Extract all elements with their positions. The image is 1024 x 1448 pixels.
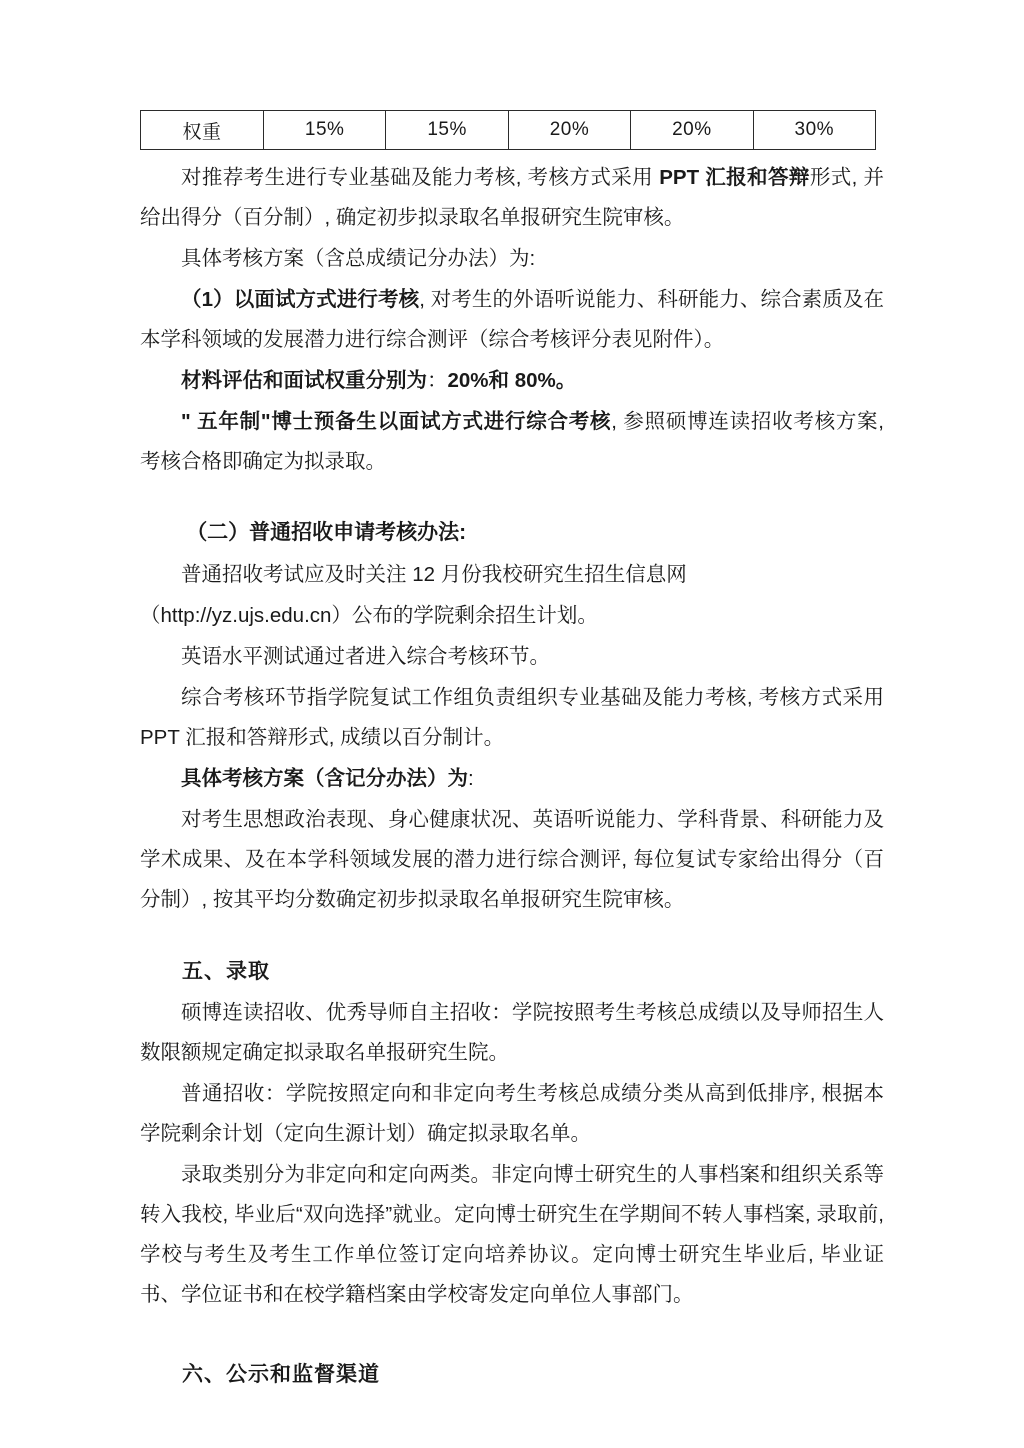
paragraph-interview-method (140, 280, 884, 360)
text-five-year-rest: , 参照硕博连读招收考核方案, 考核合格即确定为拟录取。 (140, 410, 884, 473)
text-five-year-bold: " 五年制"博士预备生以面试方式进行综合考核 (181, 410, 612, 433)
heading-section-five-admission: 五、录取 (182, 960, 270, 983)
paragraph-ppt-assessment (140, 158, 884, 238)
text-ppt-assessment-lead: 对推荐考生进行专业基础及能力考核, 考核方式采用 (181, 166, 660, 189)
paragraph-weight-split (140, 361, 884, 401)
paragraph-comprehensive-assessment: 综合考核环节指学院复试工作组负责组织专业基础及能力考核, 考核方式采用 PPT 汇报和答辩形式, 成绩以百分制计。 (140, 686, 884, 749)
paragraph-admission-categories: 录取类别分为非定向和定向两类。非定向博士研究生的人事档案和组织关系等转入我校, 毕业后“双向选择”就业。定向博士研究生在学期间不转人事档案, 录取前, 学校与考生及考生工作单位签订定向培养协议。定向博士研究生毕业后, 毕业证书、学位证书和在校学籍档案由学校寄发定向单位人事部门。 (140, 1163, 884, 1306)
paragraph-five-year-program (140, 402, 884, 482)
table-cell-row-label: 权重 (141, 111, 264, 150)
paragraph-general-exam-notice: 普通招收考试应及时关注 12 月份我校研究生招生信息网 (181, 563, 687, 586)
table-cell-weight-1: 15% (264, 111, 386, 150)
paragraph-english-test: 英语水平测试通过者进入综合考核环节。 (181, 645, 550, 668)
table-row (141, 111, 876, 150)
text-ppt-assessment-tail: 形式, 并给出得分（百分制）, 确定初步拟录取名单报研究生院审核。 (140, 166, 884, 229)
heading-section-six-publicity: 六、公示和监督渠道 (182, 1363, 380, 1386)
paragraph-direct-admission: 硕博连读招收、优秀导师自主招收：学院按照考生考核总成绩以及导师招生人数限额规定确定拟录取名单报研究生院。 (140, 1001, 884, 1064)
text-weight-split-bold1: 材料评估和面试权重分别为 (181, 369, 427, 392)
table-cell-weight-5: 30% (753, 111, 875, 150)
paragraph-scheme-intro: 具体考核方案（含总成绩记分办法）为: (181, 247, 536, 270)
spacer (140, 1316, 884, 1330)
document-content (140, 110, 884, 1396)
paragraph-general-admission: 普通招收：学院按照定向和非定向考生考核总成绩分类从高到低排序, 根据本学院剩余计划（定向生源计划）确定拟录取名单。 (140, 1082, 884, 1145)
table-cell-weight-2: 15% (386, 111, 508, 150)
text-interview-method-bold: （1）以面试方式进行考核 (181, 288, 420, 311)
paragraph-scoring-scheme (140, 759, 884, 799)
spacer (140, 921, 884, 927)
text-interview-method-rest: , 对考生的外语听说能力、科研能力、综合素质及在本学科领域的发展潜力进行综合测评（综合考核评分表见附件）。 (140, 288, 885, 351)
text-ppt-assessment-bold: PPT 汇报和答辩 (659, 166, 810, 189)
text-scoring-scheme-bold: 具体考核方案（含记分办法）为 (181, 767, 468, 790)
paragraph-evaluation-criteria: 对考生思想政治表现、身心健康状况、英语听说能力、学科背景、科研能力及学术成果、及在本学科领域发展的潜力进行综合测评, 每位复试专家给出得分（百分制）, 按其平均分数确定初步拟录取名单报研究生院审核。 (140, 808, 884, 911)
text-weight-split-bold2: 20%和 80%。 (447, 369, 577, 392)
paragraph-website-url: （http://yz.ujs.edu.cn）公布的学院剩余招生计划。 (140, 604, 598, 627)
table-cell-weight-4: 20% (631, 111, 753, 150)
table-cell-weight-3: 20% (508, 111, 630, 150)
heading-general-admission-method: （二）普通招收申请考核办法: (186, 521, 467, 544)
text-weight-split-mid: ： (427, 369, 448, 392)
weight-table (140, 110, 876, 150)
text-scoring-scheme-rest: : (468, 767, 474, 790)
spacer (140, 483, 884, 497)
